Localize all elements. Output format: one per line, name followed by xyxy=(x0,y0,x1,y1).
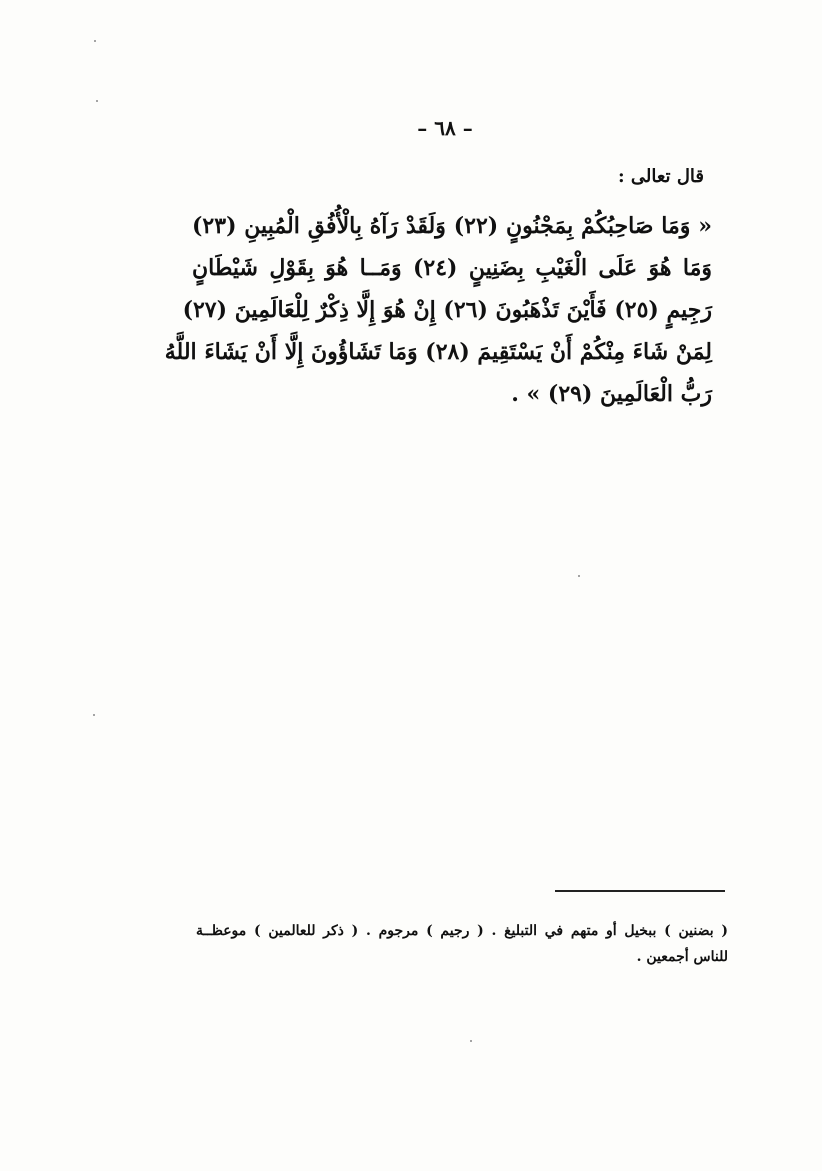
verse-line: رَبُّ الْعَالَمِينَ (٢٩) » . xyxy=(511,381,712,407)
verse-line: رَجِيمٍ (٢٥) فَأَيْنَ تَذْهَبُونَ (٢٦) إِنْ هُوَ إِلَّا ذِكْرٌ لِلْعَالَمِينَ (٢٧) xyxy=(182,297,712,323)
footnote-line: للناس أجمعين . xyxy=(636,949,728,965)
footnote xyxy=(196,918,728,970)
verse-line: « وَمَا صَاحِبُكُمْ بِمَجْنُونٍ (٢٢) وَلَقَدْ رَآهُ بِالْأُفُقِ الْمُبِينِ (٢٣) xyxy=(192,213,712,239)
quran-verse-block xyxy=(164,205,712,415)
verse-line: لِمَنْ شَاءَ مِنْكُمْ أَنْ يَسْتَقِيمَ (٢٨) وَمَا تَشَاؤُونَ إِلَّا أَنْ يَشَاءَ اللَّهُ xyxy=(164,339,712,365)
scan-speck xyxy=(96,100,98,102)
scan-speck xyxy=(578,575,580,577)
footnote-line: ( بضنين ) ببخيل أو متهم في التبليغ . ( رجيم ) مرجوم . ( ذكر للعالمين ) موعظــة xyxy=(196,923,728,939)
verse-line: وَمَا هُوَ عَلَى الْغَيْبِ بِضَنِينٍ (٢٤) وَمَــا هُوَ بِقَوْلِ شَيْطَانٍ xyxy=(192,255,712,281)
intro-heading: قال تعالى : xyxy=(617,166,704,187)
scan-speck xyxy=(470,1040,472,1042)
footnote-divider xyxy=(555,890,725,892)
scan-speck xyxy=(93,714,95,716)
scan-speck xyxy=(94,40,96,42)
page-number: – ٦٨ – xyxy=(417,116,473,140)
